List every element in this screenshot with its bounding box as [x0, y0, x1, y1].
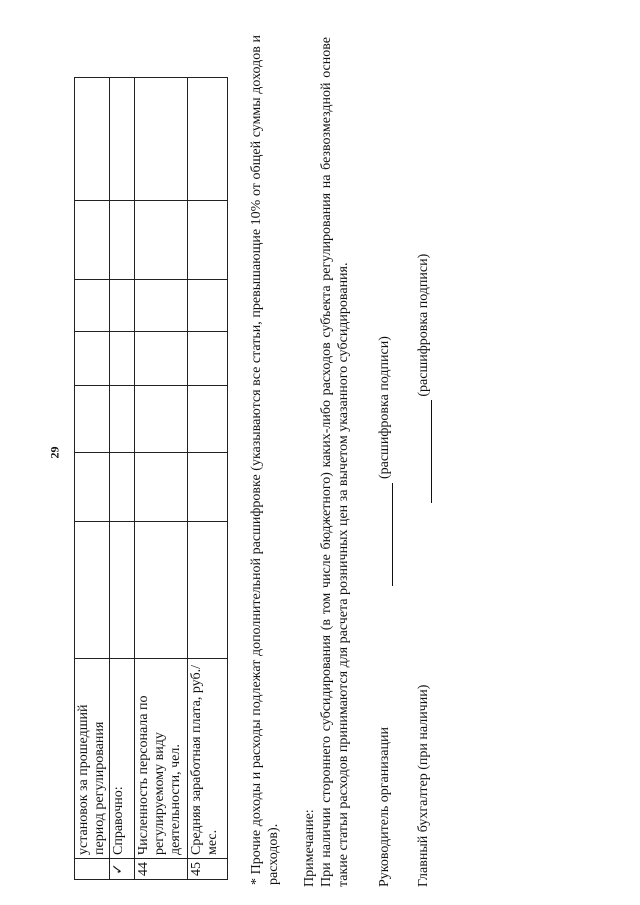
value-cell — [188, 522, 228, 659]
row-label: Справочно: — [110, 659, 135, 859]
value-cell — [75, 332, 110, 386]
value-cell — [75, 78, 110, 201]
value-cell — [75, 453, 110, 522]
value-cell — [75, 201, 110, 280]
signature-head-label: Руководитель организации — [377, 727, 392, 887]
value-cell — [110, 386, 135, 453]
value-cell — [188, 386, 228, 453]
table-row — [110, 78, 135, 880]
value-cell — [110, 280, 135, 332]
page-number: 29 — [47, 446, 62, 459]
row-number: ✓ — [110, 859, 135, 880]
value-cell — [135, 201, 188, 280]
row-number: 44 — [135, 859, 188, 880]
value-cell — [110, 453, 135, 522]
row-label: установок за прошедший период регулирования — [75, 659, 110, 859]
row-label: Средняя заработная плата, руб./мес. — [188, 659, 228, 859]
note-body: При наличии стороннего субсидирования (в том числе бюджетного) каких-либо расходов субъекта регулирования на безвозмездной основе такие статьи расходов принимаются для расчета розничных цен за вычетом указанного субсидирования. — [319, 37, 351, 887]
value-cell — [188, 201, 228, 280]
signature-head — [376, 336, 393, 887]
table-body — [75, 78, 228, 880]
value-cell — [75, 280, 110, 332]
signature-accountant-label: Главный бухгалтер (при наличии) — [416, 684, 431, 887]
signature-head-decode: (расшифровка подписи) — [377, 336, 392, 480]
value-cell — [110, 332, 135, 386]
value-cell — [135, 453, 188, 522]
value-cell — [188, 78, 228, 201]
value-cell — [188, 332, 228, 386]
signature-accountant-decode: (расшифровка подписи) — [416, 253, 431, 397]
value-cell — [110, 201, 135, 280]
data-table — [74, 77, 228, 880]
value-cell — [110, 78, 135, 201]
value-cell — [188, 280, 228, 332]
value-cell — [188, 453, 228, 522]
footnote: * Прочие доходы и расходы подлежат дополнительной расшифровке (указываются все статьи, превышающие 10% от общей суммы доходов и расходов). — [249, 35, 281, 885]
note-heading: Примечание: — [302, 809, 317, 887]
value-cell — [135, 332, 188, 386]
signature-accountant-line — [417, 400, 432, 503]
value-cell — [135, 522, 188, 659]
value-cell — [110, 522, 135, 659]
signature-accountant — [415, 254, 432, 887]
value-cell — [135, 280, 188, 332]
value-cell — [75, 522, 110, 659]
row-number — [75, 859, 110, 880]
signature-head-line — [378, 483, 393, 586]
row-number: 45 — [188, 859, 228, 880]
table-row — [75, 78, 110, 880]
table-row — [188, 78, 228, 880]
value-cell — [135, 386, 188, 453]
value-cell — [135, 78, 188, 201]
row-label: Численность персонала по регулируемому виду деятельности, чел. — [135, 659, 188, 859]
table-row — [135, 78, 188, 880]
value-cell — [75, 386, 110, 453]
